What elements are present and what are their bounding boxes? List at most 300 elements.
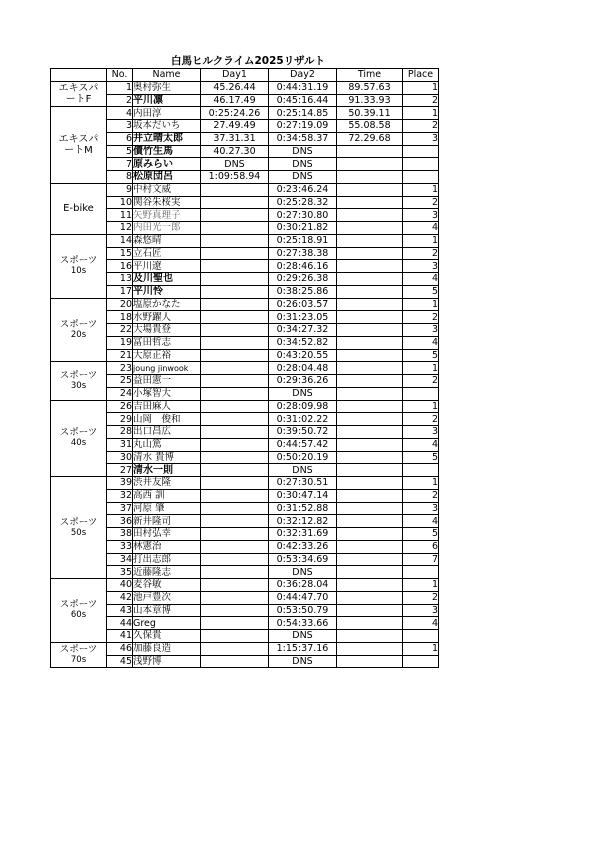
total-time	[337, 273, 403, 286]
day1-time	[201, 515, 269, 528]
table-row	[51, 451, 439, 464]
table-row	[51, 655, 439, 668]
category-label: スポーツ	[59, 516, 98, 528]
day2-time: 0:30:47.14	[269, 489, 337, 502]
place-cell: 2	[403, 196, 439, 209]
rider-name: 森悠晴	[133, 234, 201, 247]
day1-time: 0:25:24.26	[201, 107, 269, 120]
total-time	[337, 222, 403, 235]
rider-name: 加藤良造	[133, 642, 201, 655]
place-cell: 5	[403, 451, 439, 464]
place-cell: 4	[403, 273, 439, 286]
category-cell	[51, 81, 107, 107]
category-sublabel: 70s	[70, 655, 87, 665]
entry-number: 14	[107, 234, 133, 247]
place-cell: 4	[403, 222, 439, 235]
day2-time: 0:42:33.26	[269, 540, 337, 553]
day1-time	[201, 617, 269, 630]
total-time	[337, 171, 403, 184]
rider-name: 中村文威	[133, 183, 201, 196]
place-cell	[403, 158, 439, 171]
place-cell: 2	[403, 375, 439, 388]
total-time	[337, 298, 403, 311]
place-cell: 2	[403, 413, 439, 426]
place-cell: 1	[403, 579, 439, 592]
rider-name: 平川遼	[133, 260, 201, 273]
rider-name: 冨田哲志	[133, 336, 201, 349]
total-time: 91.33.93	[337, 94, 403, 107]
day2-time: 0:28:04.48	[269, 362, 337, 375]
entry-number: 25	[107, 375, 133, 388]
entry-number: 11	[107, 209, 133, 222]
rider-name: 立石匠	[133, 247, 201, 260]
place-cell: 5	[403, 528, 439, 541]
rider-name: 丸山篤	[133, 438, 201, 451]
day1-time	[201, 528, 269, 541]
entry-number: 24	[107, 387, 133, 400]
place-cell: 2	[403, 247, 439, 260]
day2-time: 0:32:31.69	[269, 528, 337, 541]
total-time	[337, 285, 403, 298]
day2-time: 0:25:18.91	[269, 234, 337, 247]
day1-time	[201, 285, 269, 298]
total-time	[337, 209, 403, 222]
table-row	[51, 324, 439, 337]
rider-name: 水野躍人	[133, 311, 201, 324]
category-label: スポーツ	[59, 427, 98, 439]
day2-time: 0:30:21.82	[269, 222, 337, 235]
day2-time: DNS	[269, 158, 337, 171]
total-time	[337, 234, 403, 247]
total-time	[337, 413, 403, 426]
day2-time: 0:27:38.38	[269, 247, 337, 260]
entry-number: 30	[107, 451, 133, 464]
table-row	[51, 349, 439, 362]
day1-time	[201, 655, 269, 668]
day2-time: DNS	[269, 387, 337, 400]
entry-number: 34	[107, 553, 133, 566]
day1-time	[201, 273, 269, 286]
day1-time	[201, 375, 269, 388]
table-row	[51, 604, 439, 617]
header-name: Name	[133, 69, 201, 82]
place-cell: 3	[403, 604, 439, 617]
entry-number: 46	[107, 642, 133, 655]
total-time	[337, 528, 403, 541]
table-row	[51, 107, 439, 120]
table-row	[51, 630, 439, 643]
total-time	[337, 336, 403, 349]
place-cell: 1	[403, 477, 439, 490]
day2-time: 0:34:52.82	[269, 336, 337, 349]
table-row	[51, 413, 439, 426]
table-row	[51, 196, 439, 209]
page-title	[0, 54, 496, 68]
total-time	[337, 553, 403, 566]
day2-time: 0:28:46.16	[269, 260, 337, 273]
day2-time: 0:45:16.44	[269, 94, 337, 107]
day2-time: DNS	[269, 566, 337, 579]
category-cell	[51, 107, 107, 184]
entry-number: 7	[107, 158, 133, 171]
rider-name: 池戸豊次	[133, 591, 201, 604]
header-no: No.	[107, 69, 133, 82]
place-cell: 3	[403, 132, 439, 145]
results-table	[50, 68, 439, 668]
entry-number: 22	[107, 324, 133, 337]
day1-time	[201, 502, 269, 515]
place-cell: 1	[403, 234, 439, 247]
place-cell: 2	[403, 120, 439, 133]
day2-time: 0:38:25.86	[269, 285, 337, 298]
day1-time	[201, 234, 269, 247]
rider-name: 高西 訓	[133, 489, 201, 502]
entry-number: 1	[107, 81, 133, 94]
day1-time: 1:09:58.94	[201, 171, 269, 184]
day1-time	[201, 464, 269, 477]
place-cell: 5	[403, 285, 439, 298]
total-time	[337, 642, 403, 655]
total-time	[337, 311, 403, 324]
day1-time: DNS	[201, 158, 269, 171]
entry-number: 9	[107, 183, 133, 196]
day2-time: 0:32:12.82	[269, 515, 337, 528]
table-row	[51, 234, 439, 247]
entry-number: 31	[107, 438, 133, 451]
total-time	[337, 566, 403, 579]
day2-time: 0:27:30.80	[269, 209, 337, 222]
table-row	[51, 132, 439, 145]
day2-time: 0:44:31.19	[269, 81, 337, 94]
table-row	[51, 553, 439, 566]
day1-time	[201, 604, 269, 617]
table-row	[51, 94, 439, 107]
entry-number: 18	[107, 311, 133, 324]
place-cell: 3	[403, 502, 439, 515]
entry-number: 37	[107, 502, 133, 515]
rider-name: 原みらい	[133, 158, 201, 171]
category-sublabel: 20s	[70, 329, 87, 340]
day1-time	[201, 566, 269, 579]
total-time	[337, 324, 403, 337]
entry-number: 44	[107, 617, 133, 630]
table-row	[51, 426, 439, 439]
category-cell	[51, 477, 107, 579]
total-time	[337, 655, 403, 668]
rider-name: 坂本だいち	[133, 120, 201, 133]
rider-name: 矢野真理子	[133, 209, 201, 222]
place-cell: 7	[403, 553, 439, 566]
total-time	[337, 349, 403, 362]
day2-time: 0:31:23.05	[269, 311, 337, 324]
category-cell	[51, 183, 107, 234]
table-row	[51, 81, 439, 94]
table-row	[51, 566, 439, 579]
entry-number: 6	[107, 132, 133, 145]
day2-time: 0:50:20.19	[269, 451, 337, 464]
place-cell	[403, 464, 439, 477]
total-time	[337, 375, 403, 388]
table-row	[51, 617, 439, 630]
entry-number: 42	[107, 591, 133, 604]
day1-time	[201, 336, 269, 349]
day1-time	[201, 642, 269, 655]
total-time	[337, 579, 403, 592]
table-row	[51, 273, 439, 286]
category-sublabel: 30s	[70, 380, 87, 391]
table-row	[51, 285, 439, 298]
day1-time	[201, 477, 269, 490]
rider-name: 新井隆司	[133, 515, 201, 528]
rider-name: 奥村弥生	[133, 81, 201, 94]
rider-name: 平川凛	[133, 94, 201, 107]
place-cell	[403, 655, 439, 668]
rider-name: 渋井友隆	[133, 477, 201, 490]
results-body	[51, 81, 439, 668]
place-cell: 4	[403, 438, 439, 451]
day1-time	[201, 579, 269, 592]
day1-time	[201, 362, 269, 375]
rider-name: 及川聖也	[133, 273, 201, 286]
rider-name: 清水 貴博	[133, 451, 201, 464]
category-label: スポーツ	[59, 318, 98, 330]
total-time: 72.29.68	[337, 132, 403, 145]
day1-time: 37.31.31	[201, 132, 269, 145]
total-time	[337, 158, 403, 171]
rider-name: 内田淳	[133, 107, 201, 120]
day1-time	[201, 413, 269, 426]
place-cell: 3	[403, 426, 439, 439]
entry-number: 5	[107, 145, 133, 158]
day1-time	[201, 209, 269, 222]
category-label: エキスパ	[58, 134, 99, 145]
total-time	[337, 502, 403, 515]
table-row	[51, 477, 439, 490]
place-cell	[403, 387, 439, 400]
total-time	[337, 630, 403, 643]
rider-name: 田村弘幸	[133, 528, 201, 541]
place-cell	[403, 171, 439, 184]
rider-name: 河原 肇	[133, 502, 201, 515]
table-row	[51, 528, 439, 541]
category-sublabel: 50s	[70, 527, 87, 538]
entry-number: 17	[107, 285, 133, 298]
total-time	[337, 247, 403, 260]
total-time	[337, 451, 403, 464]
category-cell	[51, 298, 107, 362]
table-row	[51, 464, 439, 477]
rider-name: 出口昌広	[133, 426, 201, 439]
total-time	[337, 617, 403, 630]
total-time	[337, 438, 403, 451]
day1-time	[201, 387, 269, 400]
day2-time: DNS	[269, 171, 337, 184]
place-cell	[403, 145, 439, 158]
rider-name: 大原正裕	[133, 349, 201, 362]
total-time	[337, 145, 403, 158]
total-time: 55.08.58	[337, 120, 403, 133]
day2-time: 0:34:58.37	[269, 132, 337, 145]
table-row	[51, 540, 439, 553]
entry-number: 45	[107, 655, 133, 668]
day2-time: 0:23:46.24	[269, 183, 337, 196]
day1-time: 40.27.30	[201, 145, 269, 158]
table-row	[51, 400, 439, 413]
rider-name: 益田憲一	[133, 375, 201, 388]
entry-number: 38	[107, 528, 133, 541]
table-row	[51, 311, 439, 324]
day2-time: 0:53:50.79	[269, 604, 337, 617]
place-cell: 4	[403, 617, 439, 630]
entry-number: 12	[107, 222, 133, 235]
total-time	[337, 591, 403, 604]
day1-time	[201, 298, 269, 311]
table-row	[51, 247, 439, 260]
category-cell	[51, 400, 107, 477]
day2-time: DNS	[269, 655, 337, 668]
rider-name: 松原団呂	[133, 171, 201, 184]
category-label: スポーツ	[59, 644, 98, 655]
place-cell: 6	[403, 540, 439, 553]
place-cell: 1	[403, 183, 439, 196]
table-row	[51, 158, 439, 171]
total-time	[337, 426, 403, 439]
total-time	[337, 196, 403, 209]
table-row	[51, 298, 439, 311]
place-cell: 5	[403, 349, 439, 362]
entry-number: 39	[107, 477, 133, 490]
entry-number: 43	[107, 604, 133, 617]
category-label: エキスパ	[58, 83, 99, 94]
day2-time: 0:28:09.98	[269, 400, 337, 413]
day1-time	[201, 349, 269, 362]
day1-time	[201, 247, 269, 260]
title-text: 白馬ヒルクライム2025リザルト	[171, 55, 325, 67]
table-row	[51, 375, 439, 388]
category-label: スポーツ	[59, 369, 98, 381]
total-time: 50.39.11	[337, 107, 403, 120]
rider-name: 債竹生馬	[133, 145, 201, 158]
entry-number: 13	[107, 273, 133, 286]
rider-name: joung jinwook	[133, 362, 201, 375]
total-time	[337, 183, 403, 196]
day2-time: DNS	[269, 145, 337, 158]
entry-number: 26	[107, 400, 133, 413]
rider-name: 麦谷敏	[133, 579, 201, 592]
entry-number: 40	[107, 579, 133, 592]
table-row	[51, 579, 439, 592]
table-row	[51, 222, 439, 235]
entry-number: 10	[107, 196, 133, 209]
category-sublabel: ートM	[64, 145, 93, 156]
day1-time	[201, 324, 269, 337]
day1-time	[201, 540, 269, 553]
day2-time: 0:44:57.42	[269, 438, 337, 451]
entry-number: 19	[107, 336, 133, 349]
category-cell	[51, 234, 107, 298]
rider-name: 久保貴	[133, 630, 201, 643]
entry-number: 15	[107, 247, 133, 260]
day1-time	[201, 400, 269, 413]
header-day1: Day1	[201, 69, 269, 82]
rider-name: 平川怜	[133, 285, 201, 298]
day1-time	[201, 553, 269, 566]
category-sublabel: ートF	[65, 94, 92, 105]
place-cell	[403, 566, 439, 579]
rider-name: 林憲治	[133, 540, 201, 553]
rider-name: 近藤隆志	[133, 566, 201, 579]
entry-number: 20	[107, 298, 133, 311]
total-time	[337, 362, 403, 375]
table-row	[51, 642, 439, 655]
table-row	[51, 362, 439, 375]
table-row	[51, 145, 439, 158]
total-time: 89.57.63	[337, 81, 403, 94]
day1-time	[201, 196, 269, 209]
total-time	[337, 387, 403, 400]
entry-number: 27	[107, 464, 133, 477]
header-time: Time	[337, 69, 403, 82]
header-day2: Day2	[269, 69, 337, 82]
table-row	[51, 260, 439, 273]
rider-name: 関谷朱桜実	[133, 196, 201, 209]
day2-time: 0:31:02.22	[269, 413, 337, 426]
table-row	[51, 209, 439, 222]
table-row	[51, 438, 439, 451]
rider-name: 塩原かなた	[133, 298, 201, 311]
entry-number: 23	[107, 362, 133, 375]
entry-number: 16	[107, 260, 133, 273]
table-row	[51, 171, 439, 184]
place-cell: 1	[403, 362, 439, 375]
rider-name: 小塚智大	[133, 387, 201, 400]
day1-time	[201, 438, 269, 451]
day2-time: 0:29:26.38	[269, 273, 337, 286]
table-row	[51, 336, 439, 349]
total-time	[337, 604, 403, 617]
entry-number: 33	[107, 540, 133, 553]
entry-number: 8	[107, 171, 133, 184]
place-cell: 2	[403, 311, 439, 324]
day1-time	[201, 183, 269, 196]
entry-number: 21	[107, 349, 133, 362]
rider-name: 井立晴太郎	[133, 132, 201, 145]
place-cell: 2	[403, 94, 439, 107]
day2-time: 0:26:03.57	[269, 298, 337, 311]
day2-time: 0:29:36.26	[269, 375, 337, 388]
category-sublabel: 10s	[70, 266, 87, 277]
day2-time: 0:27:19.09	[269, 120, 337, 133]
table-row	[51, 515, 439, 528]
place-cell	[403, 630, 439, 643]
table-row	[51, 489, 439, 502]
header-row	[51, 69, 439, 82]
day1-time	[201, 489, 269, 502]
rider-name: 清水一則	[133, 464, 201, 477]
entry-number: 28	[107, 426, 133, 439]
place-cell: 3	[403, 324, 439, 337]
place-cell: 1	[403, 298, 439, 311]
category-label: スポーツ	[59, 255, 98, 267]
entry-number: 35	[107, 566, 133, 579]
entry-number: 2	[107, 94, 133, 107]
rider-name: 内田光一郎	[133, 222, 201, 235]
day1-time	[201, 451, 269, 464]
place-cell: 3	[403, 209, 439, 222]
entry-number: 29	[107, 413, 133, 426]
rider-name: 打出志郎	[133, 553, 201, 566]
day1-time	[201, 426, 269, 439]
